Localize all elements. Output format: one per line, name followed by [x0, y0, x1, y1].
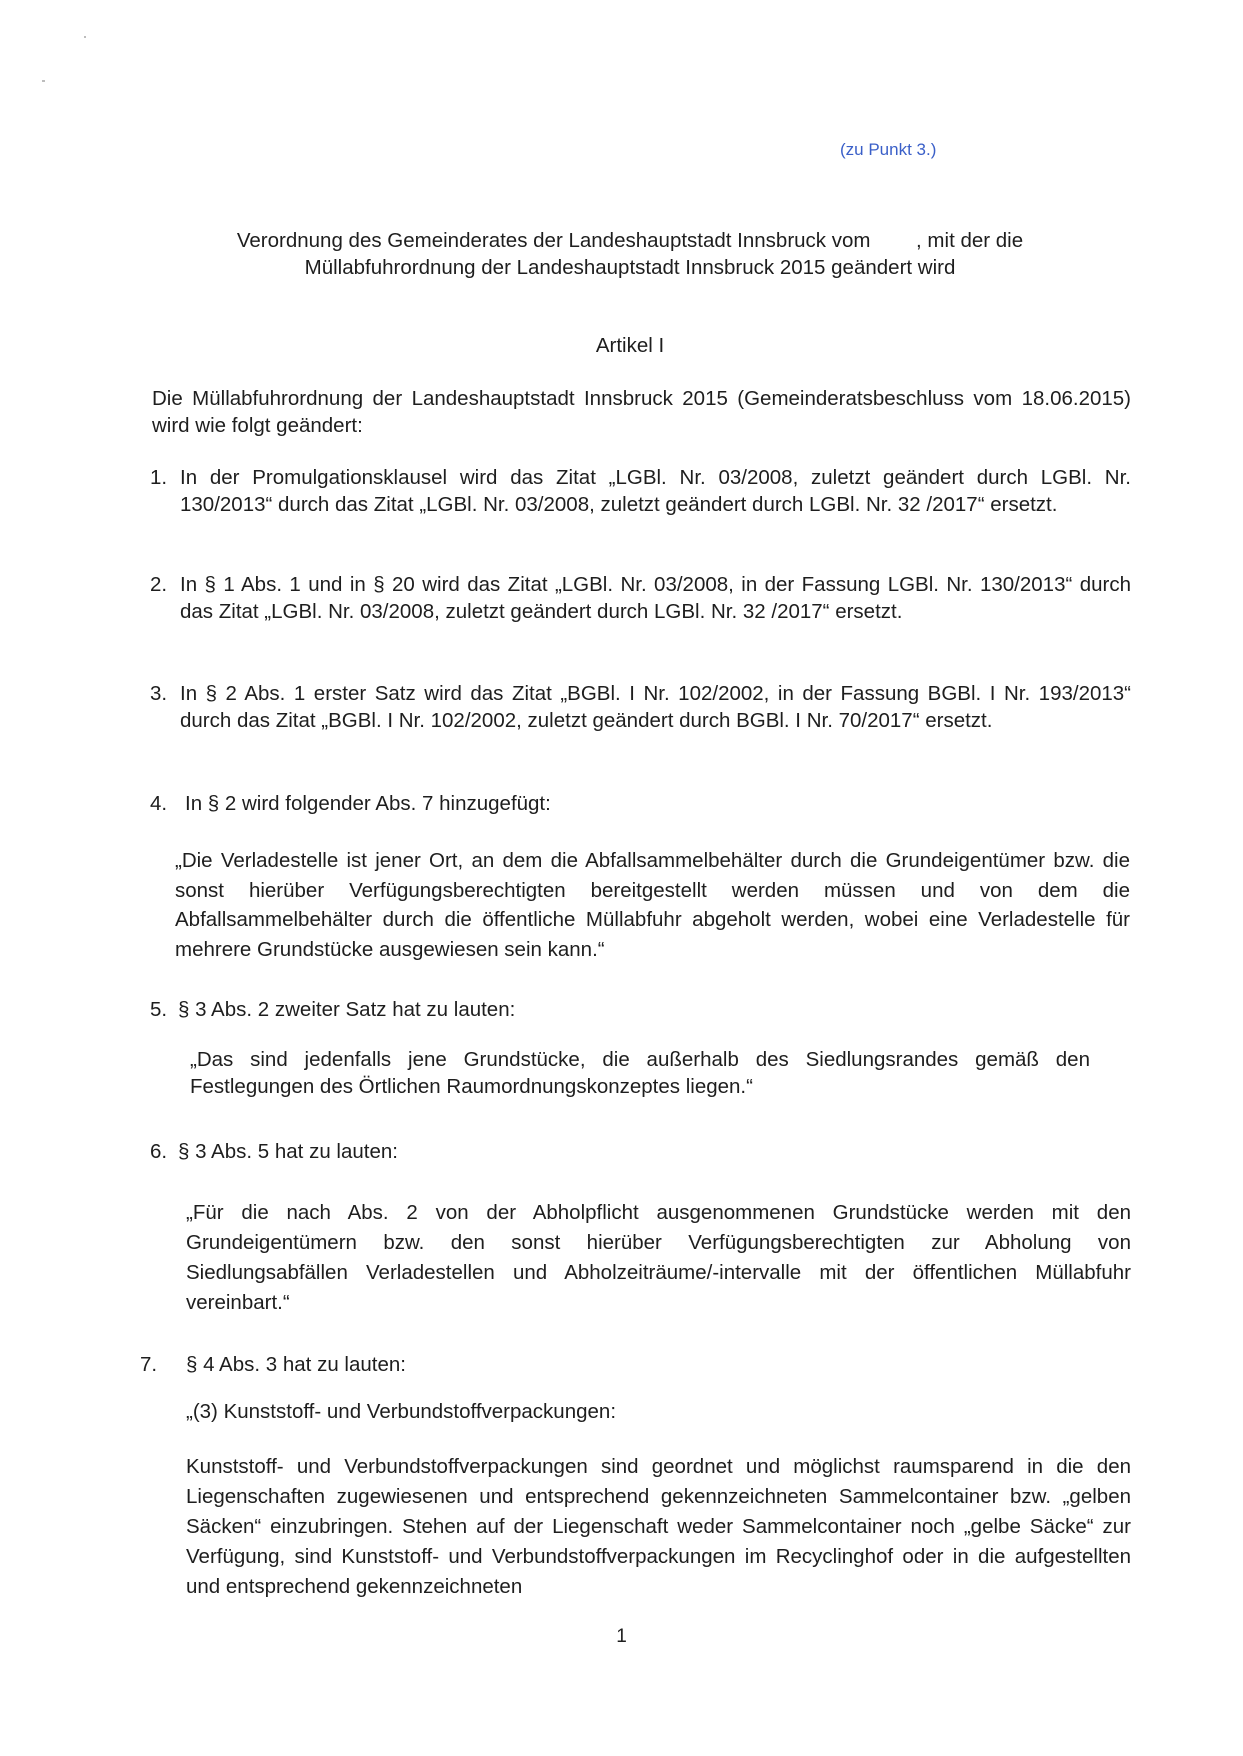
item-text: § 4 Abs. 3 hat zu lauten: — [186, 1353, 406, 1376]
quote-paragraph: „Für die nach Abs. 2 von der Abholpflicht ausgenommenen Grundstücke werden mit den Grundeigentümern bzw. den sonst hierüber Verfügungsberechtigten zur Abholung von Siedlungsabfällen Verladestellen und Abholzeiträume/-intervalle mit der öffentlichen Müllabfuhr vereinbart.“ — [186, 1201, 1131, 1314]
agenda-note: (zu Punkt 3.) — [840, 140, 937, 159]
item-number: 4. — [150, 792, 168, 815]
quote-paragraph: Kunststoff- und Verbundstoffverpackungen sind geordnet und möglichst raumsparend in die den Liegenschaften zugewiesenen und entsprechend gekennzeichneten Sammelcontainer bzw. „gelben Säcken“ einzubringen. Stehen auf der Liegenschaft weder Sammelcontainer noch „gelbe Säcke“ zur Verfügung, sind Kunststoff- und Verbundstoffverpackungen im Recyclinghof oder in die aufgestellten und entsprechend gekennzeichneten — [186, 1455, 1131, 1598]
document-title — [150, 227, 1110, 281]
item-text: In § 2 wird folgender Abs. 7 hinzugefügt: — [185, 792, 551, 815]
item-text: In § 1 Abs. 1 und in § 20 wird das Zitat „LGBl. Nr. 03/2008, in der Fassung LGBl. Nr. 130/2013“ durch das Zitat „LGBl. Nr. 03/2008, zuletzt geändert durch LGBl. Nr. 32 /2017“ ersetzt. — [180, 573, 1131, 623]
item-number: 5. — [150, 998, 168, 1021]
quote-paragraph: „Die Verladestelle ist jener Ort, an dem die Abfallsammelbehälter durch die Grundeigentümer bzw. die sonst hierüber Verfügungsberechtigten bereitgestellt werden müssen und von dem die Abfallsammelbehälter durch die öffentliche Müllabfuhr abgeholt werden, wobei eine Verladestelle für mehrere Grundstücke ausgewiesen sein kann.“ — [175, 849, 1130, 961]
scan-speck — [84, 36, 86, 38]
title-line-2: Müllabfuhrordnung der Landeshauptstadt Innsbruck 2015 geändert wird — [304, 256, 956, 279]
item-number: 7. — [140, 1353, 158, 1376]
article-heading: Artikel I — [595, 334, 665, 357]
item-number: 1. — [150, 466, 168, 489]
scan-speck — [42, 80, 45, 82]
item-number: 3. — [150, 682, 168, 705]
quote-paragraph: „Das sind jedenfalls jene Grundstücke, die außerhalb des Siedlungsrandes gemäß den Festlegungen des Örtlichen Raumordnungskonzeptes liegen.“ — [190, 1048, 1090, 1098]
item-text: In § 2 Abs. 1 erster Satz wird das Zitat „BGBl. I Nr. 102/2002, in der Fassung BGBl. I Nr. 193/2013“ durch das Zitat „BGBl. I Nr. 102/2002, zuletzt geändert durch BGBl. I Nr. 70/2017“ ersetzt. — [180, 682, 1131, 732]
item-number: 2. — [150, 573, 168, 596]
item-text: § 3 Abs. 5 hat zu lauten: — [178, 1140, 398, 1163]
title-line-1: Verordnung des Gemeinderates der Landeshauptstadt Innsbruck vom , mit der die — [236, 229, 1024, 252]
item-text: In der Promulgationsklausel wird das Zitat „LGBl. Nr. 03/2008, zuletzt geändert durch LGBl. Nr. 130/2013“ durch das Zitat „LGBl. Nr. 03/2008, zuletzt geändert durch LGBl. Nr. 32 /2017“ ersetzt. — [180, 466, 1131, 516]
item-text: § 3 Abs. 2 zweiter Satz hat zu lauten: — [178, 998, 516, 1021]
item-number: 6. — [150, 1140, 168, 1163]
intro-paragraph: Die Müllabfuhrordnung der Landeshauptstadt Innsbruck 2015 (Gemeinderatsbeschluss vom 18.06.2015) wird wie folgt geändert: — [152, 387, 1131, 437]
page-number: 1 — [616, 1626, 627, 1647]
quote-heading: „(3) Kunststoff- und Verbundstoffverpackungen: — [186, 1400, 617, 1423]
